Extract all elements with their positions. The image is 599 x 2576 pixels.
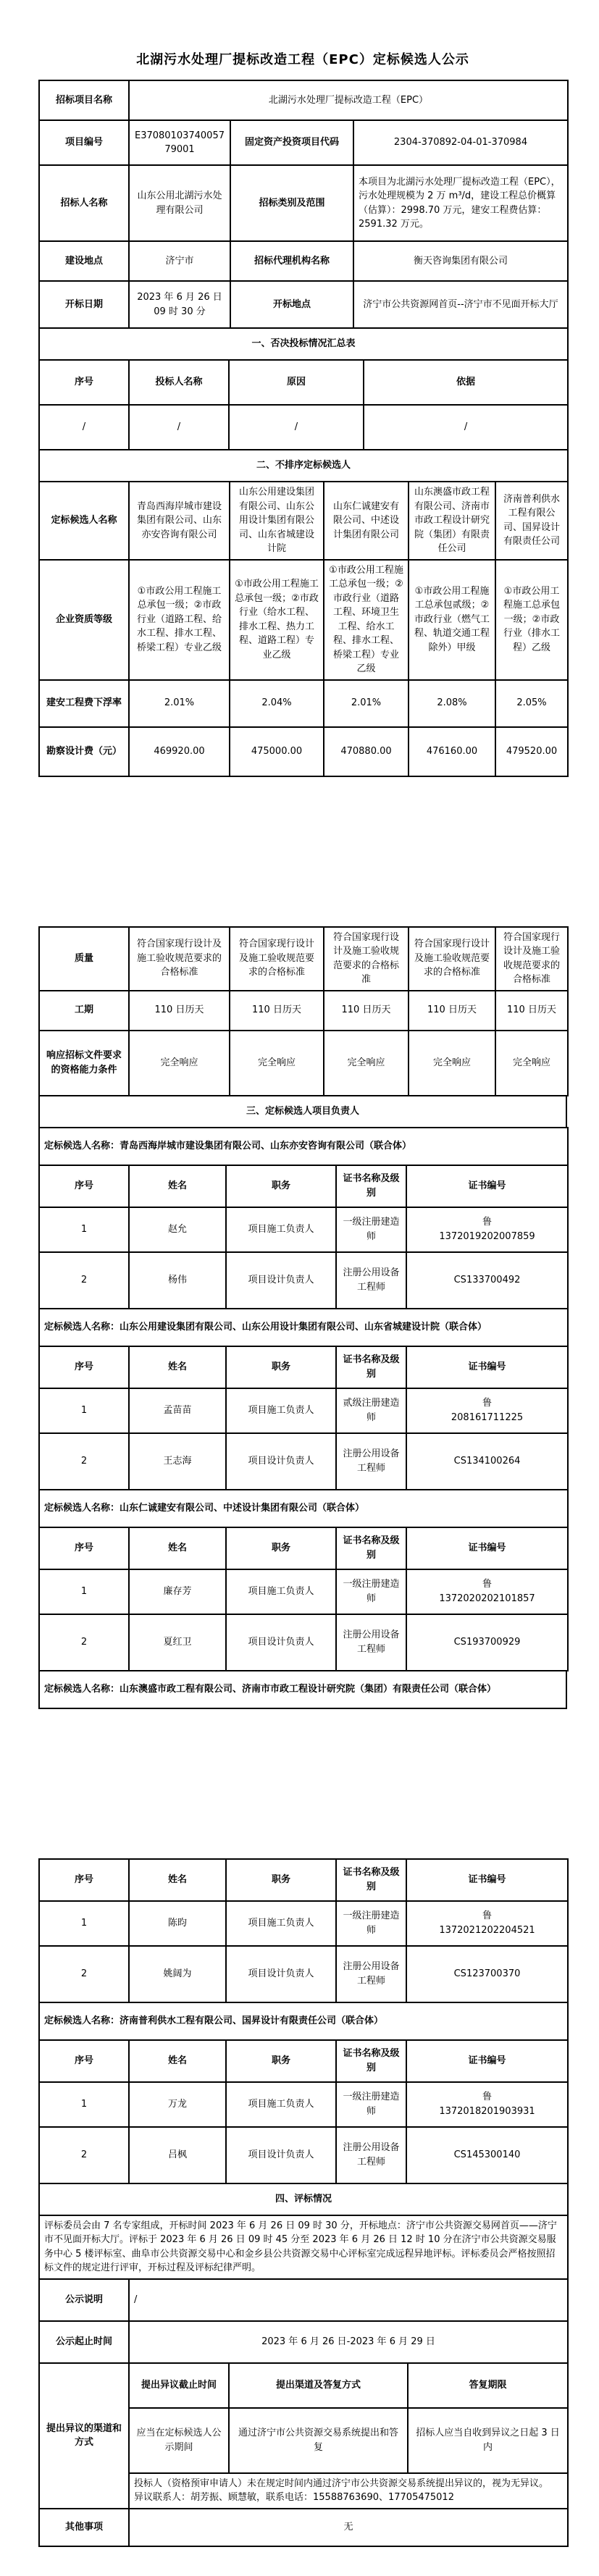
g5-r2-cert: 注册公用设备工程师	[336, 2127, 406, 2183]
g4-r1-cert-no	[406, 1901, 568, 1946]
g4-r2-cert-no	[406, 1946, 568, 2002]
s2-candidate-3-name: 山东仁诚建安有限公司、中述设计集团有限公司	[324, 482, 409, 560]
s2-candidate-5-duration: 110 日历天	[495, 991, 568, 1031]
notice-label: 公示说明	[39, 2279, 129, 2321]
cert-line2: 1372018201903931	[439, 2105, 535, 2117]
candidates-table-continued	[38, 926, 569, 1096]
table-row	[39, 1128, 568, 1165]
info-value-open-place: 济宁市公共资源网首页--济宁市不见面开标大厅	[353, 281, 568, 328]
g1-header-no: 序号	[39, 1165, 129, 1207]
table-row	[39, 2363, 568, 2408]
table-row	[39, 1901, 568, 1946]
s2-candidate-3-fee: 470880.00	[324, 727, 409, 776]
s2-candidate-4-response: 完全响应	[409, 1031, 495, 1096]
section4-title: 四、评标情况	[39, 2183, 568, 2215]
s2-label-qualification: 企业资质等级	[39, 560, 129, 680]
cert-line1: 鲁	[482, 1217, 493, 1228]
s1-header-no: 序号	[39, 360, 129, 405]
s2-candidate-5-quality: 符合国家现行设计及施工验收规范要求的合格标准	[495, 927, 568, 991]
s2-candidate-2-quality: 符合国家现行设计及施工验收规范要求的合格标准	[230, 927, 324, 991]
objection-channel: 通过济宁市公共资源交易系统提出和答复	[229, 2408, 408, 2473]
table-row	[39, 991, 568, 1031]
info-value-location: 济宁市	[129, 241, 230, 281]
g2-r1-cert-no	[406, 1388, 568, 1433]
g4-header-no: 序号	[39, 1859, 129, 1901]
g5-r1-cert-no	[406, 2082, 568, 2127]
g3-header-name: 姓名	[129, 1527, 226, 1569]
g3-header-cert: 证书名称及级别	[336, 1527, 406, 1569]
s2-label-fee: 勘察设计费（元）	[39, 727, 129, 776]
g2-header-no: 序号	[39, 1346, 129, 1388]
group5-name-row	[39, 2002, 568, 2040]
g5-r2-cert-no	[406, 2127, 568, 2183]
group1-name: 青岛西海岸城市建设集团有限公司、山东亦安咨询有限公司（联合体）	[120, 1140, 412, 1151]
g3-r2-no: 2	[39, 1614, 129, 1671]
objection-note-1: 投标人（资格预审申请人）未在规定时间内通过济宁市公共资源交易系统提出异议的，视为无异议。	[134, 2478, 549, 2489]
table-row	[39, 80, 568, 120]
objection-header-deadline: 提出异议截止时间	[129, 2363, 229, 2408]
cert-line1: CS193700929	[453, 1636, 521, 1648]
table-row	[39, 727, 568, 776]
g5-r1-cert: 一级注册建造师	[336, 2082, 406, 2127]
group1-name-row	[39, 1128, 568, 1165]
rejected-bids-table	[38, 327, 569, 450]
s2-candidate-4-name: 山东澳盛市政工程有限公司、济南市市政工程设计研究院（集团）有限责任公司	[409, 482, 495, 560]
info-label-tenderer: 招标人名称	[39, 165, 129, 241]
g2-r1-cert: 贰级注册建造师	[336, 1388, 406, 1433]
table-row	[39, 2040, 568, 2082]
g2-r2-no: 2	[39, 1433, 129, 1490]
s2-candidate-1-discount: 2.01%	[129, 680, 230, 727]
table-row	[39, 1309, 568, 1346]
objection-label: 提出异议的渠道和方式	[39, 2363, 129, 2509]
s2-candidate-1-quality: 符合国家现行设计及施工验收规范要求的合格标准	[129, 927, 230, 991]
table-row	[39, 2082, 568, 2127]
g1-r1-cert-no	[406, 1207, 568, 1252]
evaluation-table	[38, 2183, 569, 2547]
cert-line1: CS123700370	[453, 1968, 521, 1979]
g1-r2-cert: 注册公用设备工程师	[336, 1252, 406, 1309]
group2-name-row	[39, 1309, 568, 1346]
evaluation-summary: 评标委员会由 7 名专家组成，开标时间 2023 年 6 月 26 日 09 时 30 分，开标地点：济宁市公共资源交易网首页——济宁市不见面开标大厅。评标于 2023 年 6 月 26 日 09 时 45 分至 2023 年 6 月 26 日 12 时 10 分在济宁市公共资源交易服务中心 5 楼评标室、曲阜市公共资源交易中心和金乡县公共资源交易中心评标室完成远程异地评标。评标委员会严格按照招标文件的规定进行评审，开标过程及评标纪律严明。	[39, 2215, 568, 2279]
page-title: 北湖污水处理厂提标改造工程（EPC）定标候选人公示	[136, 52, 469, 67]
g3-header-cert-no: 证书编号	[406, 1527, 568, 1569]
s2-candidate-1-duration: 110 日历天	[129, 991, 230, 1031]
g4-r1-role: 项目施工负责人	[226, 1901, 336, 1946]
table-row	[39, 1096, 566, 1128]
s2-candidate-2-fee: 475000.00	[230, 727, 324, 776]
s1-cell-bidder: /	[129, 405, 229, 450]
table-row	[39, 360, 568, 405]
table-row	[39, 281, 568, 328]
s2-candidate-5-qualification: ①市政公用工程施工总承包一级；②市政行业（排水工程）乙级	[495, 560, 568, 680]
table-row	[39, 1946, 568, 2002]
candidate-name-prefix: 定标候选人名称：	[44, 1321, 120, 1333]
page-break-gap	[38, 1709, 567, 1858]
g5-r2-name: 吕枫	[129, 2127, 226, 2183]
info-label-scope: 招标类别及范围	[230, 165, 353, 241]
table-row	[39, 680, 568, 727]
info-label-open-place: 开标地点	[230, 281, 353, 328]
g1-r1-no: 1	[39, 1207, 129, 1252]
table-row	[39, 120, 568, 165]
cert-line1: 鲁	[482, 1579, 493, 1590]
group3-name: 山东仁诚建安有限公司、中述设计集团有限公司（联合体）	[120, 1502, 365, 1514]
info-value-project-no: E3708010374005779001	[129, 120, 230, 165]
table-row	[39, 560, 568, 680]
objection-deadline: 应当在定标候选人公示期间	[129, 2408, 229, 2473]
s2-candidate-2-qualification: ①市政公用工程施工总承包一级；②市政行业（给水工程、排水工程、热力工程、道路工程）专业乙级	[230, 560, 324, 680]
table-row	[39, 450, 568, 482]
cert-line1: 鲁	[482, 1910, 492, 1921]
info-label-project-no: 项目编号	[39, 120, 129, 165]
table-row	[39, 1207, 568, 1252]
table-row	[39, 1031, 568, 1096]
cert-line1: 鲁	[482, 1398, 493, 1409]
s2-candidate-5-discount: 2.05%	[495, 680, 568, 727]
cert-line1: CS134100264	[453, 1455, 521, 1467]
g5-header-cert-no: 证书编号	[406, 2040, 568, 2082]
g2-header-cert: 证书名称及级别	[336, 1346, 406, 1388]
g2-r2-cert: 注册公用设备工程师	[336, 1433, 406, 1490]
period-value: 2023 年 6 月 26 日-2023 年 6 月 29 日	[129, 2321, 568, 2363]
g1-header-cert-no: 证书编号	[406, 1165, 568, 1207]
g1-header-role: 职务	[226, 1165, 336, 1207]
table-row	[39, 328, 568, 360]
s2-label-discount: 建安工程费下浮率	[39, 680, 129, 727]
g4-r2-no: 2	[39, 1946, 129, 2002]
g3-header-no: 序号	[39, 1527, 129, 1569]
s2-candidate-1-fee: 469920.00	[129, 727, 230, 776]
group5-table	[38, 2002, 569, 2184]
section1-title: 一、否决投标情况汇总表	[39, 328, 568, 360]
group4-name: 山东澳盛市政工程有限公司、济南市市政工程设计研究院（集团）有限责任公司（联合体）	[120, 1683, 497, 1695]
group2-name: 山东公用建设集团有限公司、山东公用设计集团有限公司、山东省城建设计院（联合体）	[120, 1321, 487, 1333]
g5-header-role: 职务	[226, 2040, 336, 2082]
candidate-name-prefix: 定标候选人名称：	[44, 1683, 120, 1695]
g4-r2-cert: 注册公用设备工程师	[336, 1946, 406, 2002]
s2-candidate-4-fee: 476160.00	[409, 727, 495, 776]
g2-r1-no: 1	[39, 1388, 129, 1433]
g2-header-cert-no: 证书编号	[406, 1346, 568, 1388]
objection-header-reply: 答复期限	[408, 2363, 568, 2408]
objection-notes	[129, 2473, 568, 2509]
table-row	[39, 482, 568, 560]
info-label-invest-code: 固定资产投资项目代码	[230, 120, 353, 165]
g5-header-cert: 证书名称及级别	[336, 2040, 406, 2082]
table-row	[39, 1671, 566, 1708]
g4-header-cert-no: 证书编号	[406, 1859, 568, 1901]
group5-name: 济南普利供水工程有限公司、国昇设计有限责任公司（联合体）	[120, 2015, 384, 2026]
s2-label-duration: 工期	[39, 991, 129, 1031]
s2-candidate-5-name: 济南普利供水工程有限公司、国昇设计有限责任公司	[495, 482, 568, 560]
s1-header-bidder: 投标人名称	[129, 360, 229, 405]
cert-line1: 鲁	[482, 2092, 492, 2102]
cert-line1: CS145300140	[453, 2149, 521, 2160]
table-row	[39, 1388, 568, 1433]
info-label-location: 建设地点	[39, 241, 129, 281]
s2-candidate-4-quality: 符合国家现行设计及施工验收规范要求的合格标准	[409, 927, 495, 991]
s2-candidate-3-quality: 符合国家现行设计及施工验收规范要求的合格标准	[324, 927, 409, 991]
period-label: 公示起止时间	[39, 2321, 129, 2363]
info-value-scope: 本项目为北湖污水处理厂提标改造工程（EPC），污水处理规模为 2 万 m³/d，建设工程总价概算（估算）：2998.70 万元，建安工程费估算：2591.32 万元。	[353, 165, 568, 241]
cert-line2: 1372021202204521	[439, 1924, 535, 1936]
table-row	[39, 1527, 568, 1569]
s2-candidate-4-duration: 110 日历天	[409, 991, 495, 1031]
g2-r2-cert-no	[406, 1433, 568, 1490]
s2-candidate-2-name: 山东公用建设集团有限公司、山东公用设计集团有限公司、山东省城建设计院	[230, 482, 324, 560]
g2-r2-name: 王志海	[129, 1433, 226, 1490]
g4-r2-name: 姚阔为	[129, 1946, 226, 2002]
s1-cell-no: /	[39, 405, 129, 450]
table-row	[39, 405, 568, 450]
info-label-agency: 招标代理机构名称	[230, 241, 353, 281]
s2-candidate-2-discount: 2.04%	[230, 680, 324, 727]
table-row	[39, 2509, 568, 2546]
g5-header-name: 姓名	[129, 2040, 226, 2082]
g2-header-name: 姓名	[129, 1346, 226, 1388]
s2-label-name: 定标候选人名称	[39, 482, 129, 560]
g1-r1-name: 赵允	[129, 1207, 226, 1252]
other-value: 无	[129, 2509, 568, 2546]
table-row	[39, 1433, 568, 1490]
group4-name-table	[38, 1670, 567, 1709]
cert-line2: 1372020202101857	[439, 1593, 535, 1604]
g1-r2-role: 项目设计负责人	[226, 1252, 336, 1309]
g1-header-name: 姓名	[129, 1165, 226, 1207]
table-row	[39, 241, 568, 281]
candidate-name-prefix: 定标候选人名称：	[44, 1502, 120, 1514]
g3-r2-cert-no	[406, 1614, 568, 1671]
table-row	[39, 2279, 568, 2321]
g1-header-cert: 证书名称及级别	[336, 1165, 406, 1207]
table-row	[39, 2183, 568, 2215]
table-row	[39, 165, 568, 241]
s1-cell-reason: /	[229, 405, 364, 450]
table-row	[39, 2215, 568, 2279]
candidates-table	[38, 449, 569, 777]
g1-r2-cert-no	[406, 1252, 568, 1309]
candidate-name-prefix: 定标候选人名称：	[44, 1140, 120, 1151]
g3-r1-cert: 一级注册建造师	[336, 1569, 406, 1614]
g5-r1-role: 项目施工负责人	[226, 2082, 336, 2127]
table-row	[39, 2321, 568, 2363]
g4-r1-name: 陈昀	[129, 1901, 226, 1946]
g4-r2-role: 项目设计负责人	[226, 1946, 336, 2002]
g3-r1-cert-no	[406, 1569, 568, 1614]
table-row	[39, 2127, 568, 2183]
s2-candidate-3-qualification: ①市政公用工程施工总承包一级；②市政行业（道路工程、环境卫生工程、给水工程、排水工程、桥梁工程）专业乙级	[324, 560, 409, 680]
group2-table	[38, 1308, 569, 1490]
g3-r1-role: 项目施工负责人	[226, 1569, 336, 1614]
g1-r2-name: 杨伟	[129, 1252, 226, 1309]
g5-r1-name: 万龙	[129, 2082, 226, 2127]
section2-title: 二、不排序定标候选人	[39, 450, 568, 482]
g1-r1-role: 项目施工负责人	[226, 1207, 336, 1252]
s1-header-reason: 原因	[229, 360, 364, 405]
s2-candidate-3-discount: 2.01%	[324, 680, 409, 727]
info-label-project-name: 招标项目名称	[39, 80, 129, 120]
group3-table	[38, 1489, 569, 1671]
g3-r2-cert: 注册公用设备工程师	[336, 1614, 406, 1671]
g2-r1-name: 孟苗苗	[129, 1388, 226, 1433]
g3-r2-name: 夏红卫	[129, 1614, 226, 1671]
table-row	[39, 1569, 568, 1614]
table-row	[39, 1346, 568, 1388]
group3-name-row	[39, 1490, 568, 1527]
g4-header-name: 姓名	[129, 1859, 226, 1901]
table-row	[39, 927, 568, 991]
table-row	[39, 1490, 568, 1527]
s2-candidate-3-duration: 110 日历天	[324, 991, 409, 1031]
table-row	[39, 1252, 568, 1309]
s2-label-quality: 质量	[39, 927, 129, 991]
cert-line2: 208161711225	[451, 1411, 524, 1423]
group4-table	[38, 1858, 569, 2003]
g2-header-role: 职务	[226, 1346, 336, 1388]
s2-candidate-1-name: 青岛西海岸城市建设集团有限公司、山东亦安咨询有限公司	[129, 482, 230, 560]
s2-candidate-5-response: 完全响应	[495, 1031, 568, 1096]
s2-candidate-1-qualification: ①市政公用工程施工总承包一级；②市政行业（道路工程、给水工程、排水工程、桥梁工程）专业乙级	[129, 560, 230, 680]
s1-cell-basis: /	[364, 405, 568, 450]
s1-header-basis: 依据	[364, 360, 568, 405]
g1-r2-no: 2	[39, 1252, 129, 1309]
info-value-agency: 衡天咨询集团有限公司	[353, 241, 568, 281]
g5-r2-no: 2	[39, 2127, 129, 2183]
section3-title: 三、定标候选人项目负责人	[39, 1096, 566, 1128]
g5-r1-no: 1	[39, 2082, 129, 2127]
g4-r1-cert: 一级注册建造师	[336, 1901, 406, 1946]
g2-r1-role: 项目施工负责人	[226, 1388, 336, 1433]
objection-reply: 招标人应当自收到异议之日起 3 日内	[408, 2408, 568, 2473]
other-label: 其他事项	[39, 2509, 129, 2546]
info-value-open-date: 2023 年 6 月 26 日 09 时 30 分	[129, 281, 230, 328]
s2-candidate-5-fee: 479520.00	[495, 727, 568, 776]
info-label-open-date: 开标日期	[39, 281, 129, 328]
g5-r2-role: 项目设计负责人	[226, 2127, 336, 2183]
g3-r2-role: 项目设计负责人	[226, 1614, 336, 1671]
s2-candidate-2-duration: 110 日历天	[230, 991, 324, 1031]
g3-r1-name: 廉存芳	[129, 1569, 226, 1614]
table-row	[39, 1614, 568, 1671]
g4-header-role: 职务	[226, 1859, 336, 1901]
table-row	[39, 1165, 568, 1207]
objection-note-2: 异议联系人：胡芳振、顾慧敏，联系电话：15588763690、17705475012	[134, 2492, 454, 2503]
info-value-project-name: 北湖污水处理厂提标改造工程（EPC）	[129, 80, 568, 120]
page-break-gap	[38, 777, 567, 926]
candidate-name-prefix: 定标候选人名称：	[44, 2015, 120, 2026]
group1-table	[38, 1127, 569, 1309]
cert-line1: CS133700492	[453, 1274, 521, 1285]
g3-header-role: 职务	[226, 1527, 336, 1569]
group4-name-row	[39, 1671, 566, 1708]
section3-title-table	[38, 1095, 567, 1128]
notice-value: /	[129, 2279, 568, 2321]
s2-candidate-3-response: 完全响应	[324, 1031, 409, 1096]
s2-candidate-4-qualification: ①市政公用工程施工总承包贰级；②市政行业（燃气工程、轨道交通工程除外）甲级	[409, 560, 495, 680]
g5-header-no: 序号	[39, 2040, 129, 2082]
g1-r1-cert: 一级注册建造师	[336, 1207, 406, 1252]
s2-candidate-4-discount: 2.08%	[409, 680, 495, 727]
s2-label-response: 响应招标文件要求的资格能力条件	[39, 1031, 129, 1096]
s2-candidate-2-response: 完全响应	[230, 1031, 324, 1096]
g4-r1-no: 1	[39, 1901, 129, 1946]
table-row	[39, 2002, 568, 2040]
table-row	[39, 1859, 568, 1901]
g4-header-cert: 证书名称及级别	[336, 1859, 406, 1901]
info-table	[38, 80, 569, 329]
info-value-tenderer: 山东公用北湖污水处理有限公司	[129, 165, 230, 241]
objection-header-channel: 提出渠道及答复方式	[229, 2363, 408, 2408]
cert-line2: 1372019202007859	[439, 1230, 535, 1242]
g3-r1-no: 1	[39, 1569, 129, 1614]
s2-candidate-1-response: 完全响应	[129, 1031, 230, 1096]
info-value-invest-code: 2304-370892-04-01-370984	[353, 120, 568, 165]
g2-r2-role: 项目设计负责人	[226, 1433, 336, 1490]
